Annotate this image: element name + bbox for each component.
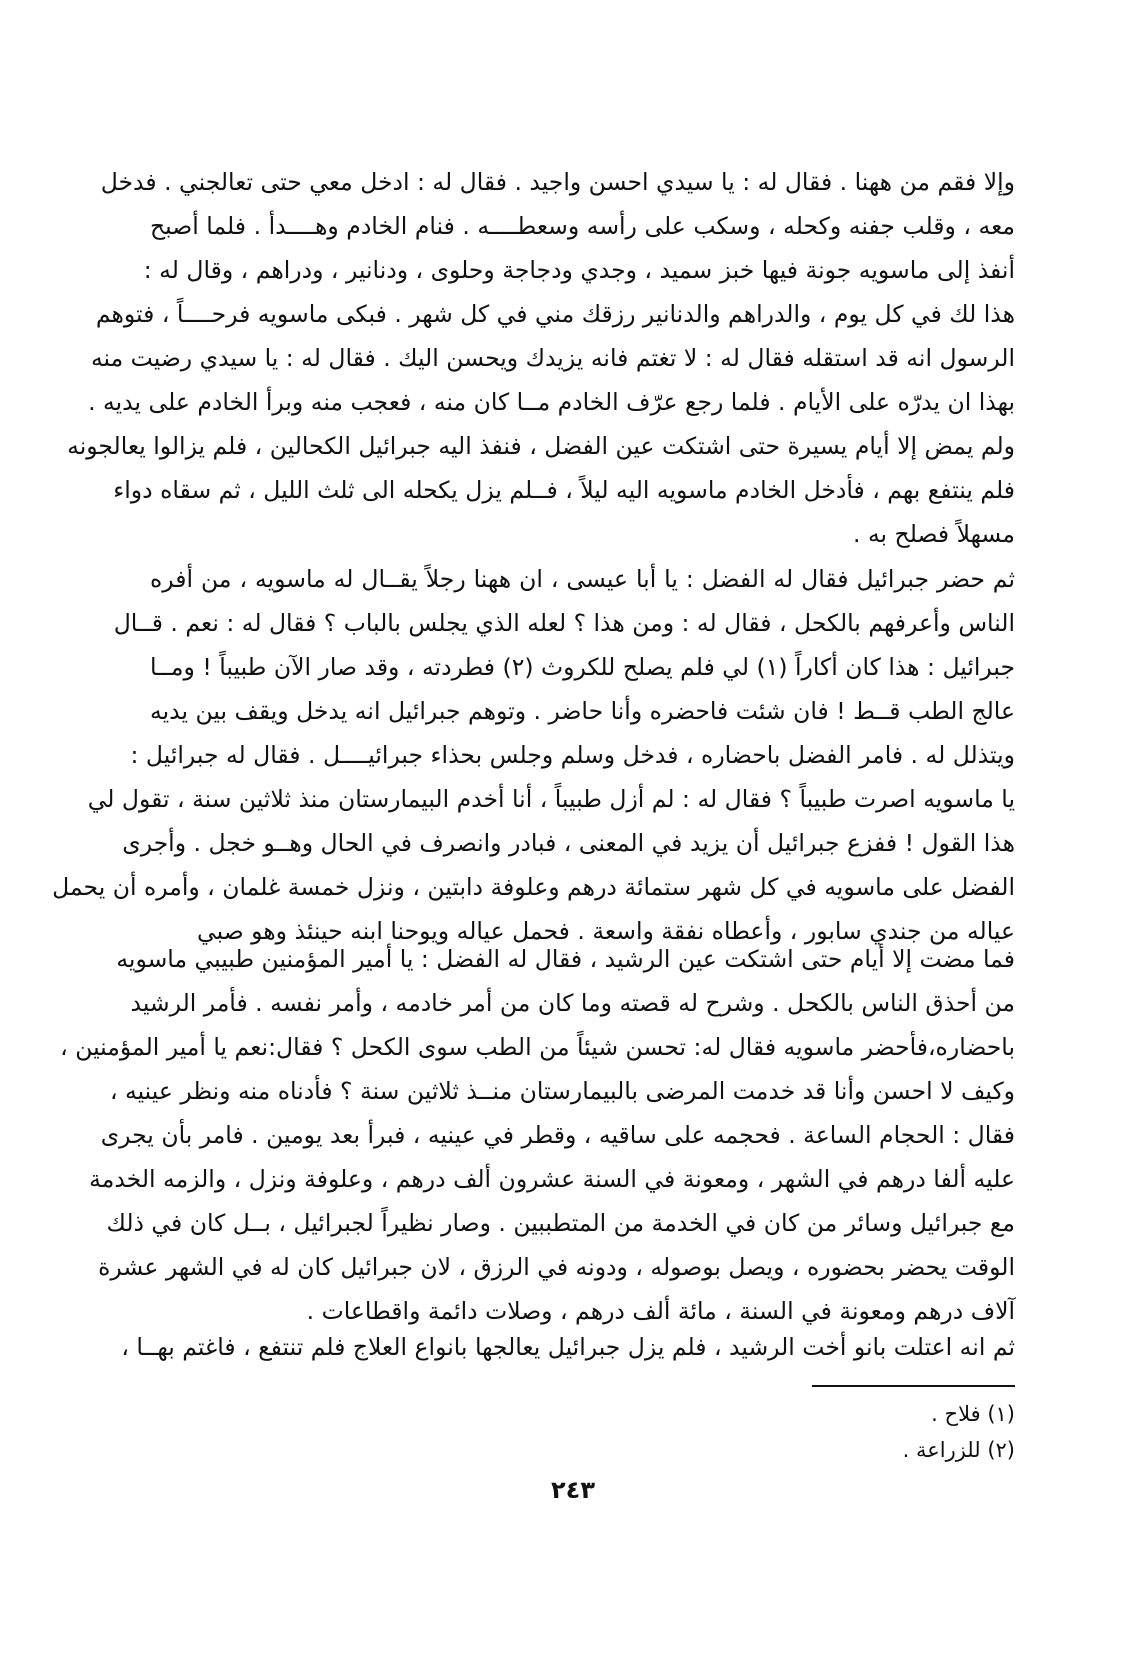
text-line: الناس وأعرفهم بالكحل ، فقال له : ومن هذا ؟ لعله الذي يجلس بالباب ؟ فقال له : نعم . قــال (113, 609, 1015, 637)
paragraph-2 (52, 557, 1016, 953)
text-line: الرسول انه قد استقله فقال له : لا تغتم فانه يزيدك ويحسن اليك . فقال له : يا سيدي رضيت منه (90, 344, 1015, 372)
paragraph-3 (60, 937, 1015, 1333)
text-line: معه ، وقلب جفنه وكحله ، وسكب على رأسه وسعطــــه . فنام الخادم وهــــدأ . فلما أصبح (150, 212, 1015, 240)
footnote-divider (812, 1385, 1015, 1387)
text-line: آلاف درهم ومعونة في السنة ، مائة ألف درهم ، وصلات دائمة واقطاعات . (306, 1297, 1015, 1325)
text-line: مع جبرائيل وسائر من كان في الخدمة من المتطببين . وصار نظيراً لجبرائيل ، بــل كان في ذلك (106, 1209, 1015, 1237)
text-line: ولم يمض إلا أيام يسيرة حتى اشتكت عين الفضل ، فنفذ اليه جبرائيل الكحالين ، فلم يزالوا يعالجونه (67, 432, 1015, 460)
text-line: عياله من جندي سابور ، وأعطاه نفقة واسعة . فحمل عياله ويوحنا ابنه حينئذ وهو صبي (197, 917, 1015, 945)
page-number: ٢٤٣ (551, 1476, 595, 1504)
text-line: فقال : الحجام الساعة . فحجمه على ساقيه ، وقطر في عينيه ، فبرأ بعد يومين . فامر بأن يجرى (100, 1121, 1015, 1149)
text-line: ثم حضر جبرائيل فقال له الفضل : يا أبا عيسى ، ان ههنا رجلاً يقــال له ماسويه ، من أفره (150, 565, 1015, 593)
text-line: ثم انه اعتلت بانو أخت الرشيد ، فلم يزل جبرائيل يعالجها بانواع العلاج فلم تنتفع ، فاغتم بهــا ، (121, 1333, 1015, 1361)
text-line: يا ماسويه اصرت طبيباً ؟ فقال له : لم أزل طبيباً ، أنا أخدم البيمارستان منذ ثلاثين سنة ، تقول لي (87, 785, 1015, 813)
text-line: وإلا فقم من ههنا . فقال له : يا سيدي احسن واجيد . فقال له : ادخل معي حتى تعالجني . فدخل (100, 168, 1015, 196)
text-line: هذا لك في كل يوم ، والدراهم والدنانير رزقك مني في كل شهر . فبكى ماسويه فرحــــاً ، فتوهم (95, 300, 1015, 328)
paragraph-1 (67, 160, 1015, 556)
footnotes (700, 1396, 1015, 1468)
text-line: باحضاره،فأحضر ماسويه فقال له: تحسن شيئاً من الطب سوى الكحل ؟ فقال:نعم يا أمير المؤمنين ، (60, 1033, 1015, 1061)
text-line: وكيف لا احسن وأنا قد خدمت المرضى بالبيمارستان منــذ ثلاثين سنة ؟ فأدناه منه ونظر عينيه ، (109, 1077, 1015, 1105)
text-line: الفضل على ماسويه في كل شهر ستمائة درهم وعلوفة دابتين ، ونزل خمسة غلمان ، وأمره أن يحمل (52, 873, 1015, 901)
footnote-1: (١) فلاح . (931, 1402, 1015, 1426)
text-line: من أحذق الناس بالكحل . وشرح له قصته وما كان من أمر خادمه ، وأمر نفسه . فأمر الرشيد (130, 989, 1015, 1017)
text-line: بهذا ان يدرّه على الأيام . فلما رجع عرّف الخادم مــا كان منه ، فعجب منه وبرأ الخادم على يديه . (88, 388, 1015, 416)
text-line: جبرائيل : هذا كان أكاراً (١) لي فلم يصلح للكروث (٢) فطردته ، وقد صار الآن طبيباً ! ومــا (150, 653, 1016, 681)
footnote-2: (٢) للزراعة . (902, 1438, 1015, 1462)
text-line: مسهلاً فصلح به . (853, 520, 1015, 548)
text-line: عليه ألفا درهم في الشهر ، ومعونة في السنة عشرون ألف درهم ، وعلوفة ونزل ، والزمه الخدمة (89, 1165, 1015, 1193)
text-line: الوقت يحضر بحضوره ، ويصل بوصوله ، ودونه في الرزق ، لان جبرائيل كان له في الشهر عشرة (98, 1253, 1015, 1281)
text-line: ويتذلل له . فامر الفضل باحضاره ، فدخل وسلم وجلس بحذاء جبرائيــــل . فقال له جبرائيل : (130, 741, 1015, 769)
text-line: هذا القول ! ففزع جبرائيل أن يزيد في المعنى ، فبادر وانصرف في الحال وهــو خجل . وأجرى (122, 829, 1015, 857)
text-line: أنفذ إلى ماسويه جونة فيها خبز سميد ، وجدي ودجاجة وحلوى ، ودنانير ، ودراهم ، وقال له : (143, 256, 1015, 284)
text-line: عالج الطب قــط ! فان شئت فاحضره وأنا حاضر . وتوهم جبرائيل انه يدخل ويقف بين يديه (150, 697, 1015, 725)
text-line: فما مضت إلا أيام حتى اشتكت عين الرشيد ، فقال له الفضل : يا أمير المؤمنين طبيبي ماسويه (116, 945, 1015, 973)
text-line: فلم ينتفع بهم ، فأدخل الخادم ماسويه اليه ليلاً ، فــلم يزل يكحله الى ثلث الليل ، ثم سقاه دواء (113, 476, 1015, 504)
paragraph-4 (121, 1325, 1015, 1369)
